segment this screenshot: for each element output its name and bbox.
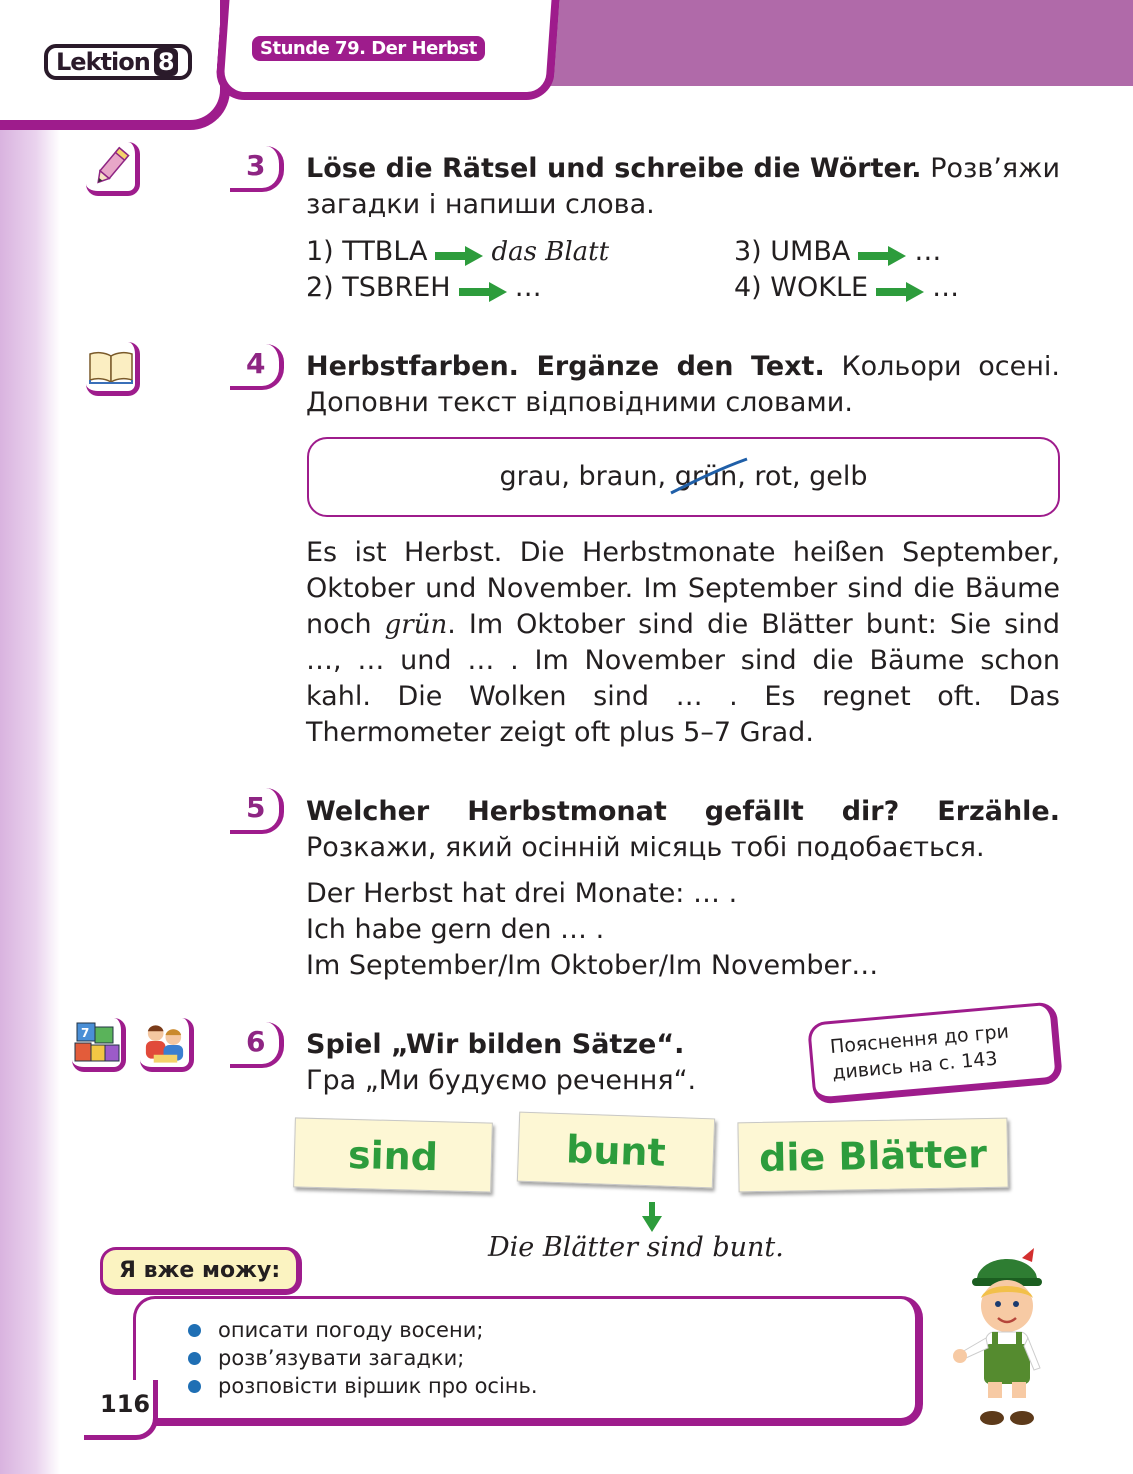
riddle-4 — [734, 270, 959, 306]
children-icon — [140, 1019, 189, 1067]
can-do-item: описати погоду восени; — [188, 1316, 538, 1344]
exercise-3-number: 3 — [230, 146, 284, 192]
green-arrow-icon — [459, 282, 507, 302]
riddle-2 — [306, 270, 542, 306]
exercise-6-title-uk: Гра „Ми будуємо речення“. — [306, 1065, 697, 1096]
exercise-6-instruction — [306, 1027, 696, 1099]
page-margin-strip — [0, 0, 60, 1474]
word-card-sind: sind — [293, 1117, 493, 1192]
exercise-5-instruction — [306, 794, 1060, 866]
pencil-icon — [91, 145, 131, 189]
exercise-5-number: 5 — [230, 788, 284, 834]
word-bank-part-1: grau, braun, — [499, 461, 675, 492]
riddle-2-label: 2) TSBREH — [306, 272, 451, 303]
riddle-1-label: 1) TTBLA — [306, 236, 428, 267]
riddle-2-answer: … — [514, 272, 542, 303]
exercise-5-line-2: Ich habe gern den … . — [306, 914, 605, 945]
book-icon — [88, 350, 134, 384]
exercise-3-title-de: Löse die Rätsel und schreibe die Wörter. — [306, 153, 922, 184]
can-do-list — [188, 1316, 538, 1400]
exercise-4-handwritten: grün — [384, 610, 448, 640]
pencil-icon-box — [86, 142, 140, 196]
strike-mark-icon — [667, 457, 751, 497]
struck-word-text: grün — [674, 461, 738, 492]
riddle-1-answer: das Blatt — [491, 237, 610, 267]
exercise-5-line-3: Im September/Im Oktober/Im November… — [306, 950, 879, 981]
children-icon-box — [140, 1018, 194, 1072]
book-icon-box — [86, 342, 140, 396]
word-bank-part-2: , rot, gelb — [737, 461, 868, 492]
boy-illustration — [948, 1248, 1063, 1430]
riddle-4-label: 4) WOKLE — [734, 272, 869, 303]
exercise-5-title-de: Welcher Herbstmonat gefällt dir? Erzähle. — [306, 796, 1060, 827]
exercise-5-line-1: Der Herbst hat drei Monate: … . — [306, 878, 738, 909]
lesson-title: Stunde 79. Der Herbst — [252, 36, 485, 61]
exercise-6-title-de: Spiel „Wir bilden Sätze“. — [306, 1029, 685, 1060]
exercise-4-title-uk: Кольори осені. Доповни текст відповідними словами. — [306, 351, 1060, 418]
riddle-1 — [306, 234, 609, 270]
riddle-3 — [734, 234, 941, 270]
word-card-bunt: bunt — [517, 1112, 715, 1189]
exercise-3-instruction — [306, 151, 1060, 223]
riddle-3-answer: … — [914, 236, 942, 267]
lesson-badge — [44, 44, 192, 80]
exercise-4-text — [306, 535, 1060, 751]
word-card-die-blaetter: die Blätter — [737, 1118, 1008, 1193]
exercise-4-title-de: Herbstfarben. Ergänze den Text. — [306, 351, 825, 382]
header-band — [480, 0, 1133, 86]
lesson-label: Lektion — [56, 48, 150, 76]
riddle-4-answer: … — [932, 272, 960, 303]
exercise-4-text-part-1: Es ist Herbst. Die Herbstmonate heißen September, Oktober und November. Im September sind die Bäume noch — [306, 537, 1060, 640]
page-number: 116 — [84, 1380, 158, 1440]
exercise-4-number: 4 — [230, 344, 284, 390]
exercise-3-title-uk: Розв’яжи загадки і напиши слова. — [306, 153, 1061, 220]
can-do-item: розповісти віршик про осінь. — [188, 1372, 538, 1400]
svg-text:7: 7 — [80, 1025, 89, 1040]
exercise-4-instruction — [306, 349, 1060, 421]
blocks-icon-box — [72, 1018, 126, 1072]
green-arrow-icon — [876, 282, 924, 302]
green-arrow-icon — [435, 246, 483, 266]
word-bank-struck-word — [675, 461, 737, 492]
blocks-icon — [73, 1019, 121, 1067]
exercise-6-number: 6 — [230, 1022, 284, 1068]
exercise-5-lines — [306, 876, 878, 984]
exercise-6-answer: Die Blätter sind bunt. — [488, 1232, 784, 1263]
exercise-5-title-uk: Розкажи, який осінній місяць тобі подобається. — [306, 832, 985, 863]
lesson-number: 8 — [154, 48, 178, 76]
game-hint-note: Пояснення до гри дивись на с. 143 — [807, 1001, 1063, 1104]
can-do-item: розв’язувати загадки; — [188, 1344, 538, 1372]
riddle-3-label: 3) UMBA — [734, 236, 851, 267]
can-do-label: Я вже можу: — [100, 1247, 302, 1295]
exercise-4-text-part-2: . Im Oktober sind die Blätter bunt: Sie sind …, … und … . Im November sind die Bäume schon kahl. Die Wolken sind … . Es regnet oft. Das Thermometer zeigt oft plus 5–7 Grad. — [306, 609, 1061, 748]
green-arrow-icon — [858, 246, 906, 266]
green-down-arrow-icon — [640, 1202, 664, 1232]
word-bank — [307, 437, 1060, 517]
